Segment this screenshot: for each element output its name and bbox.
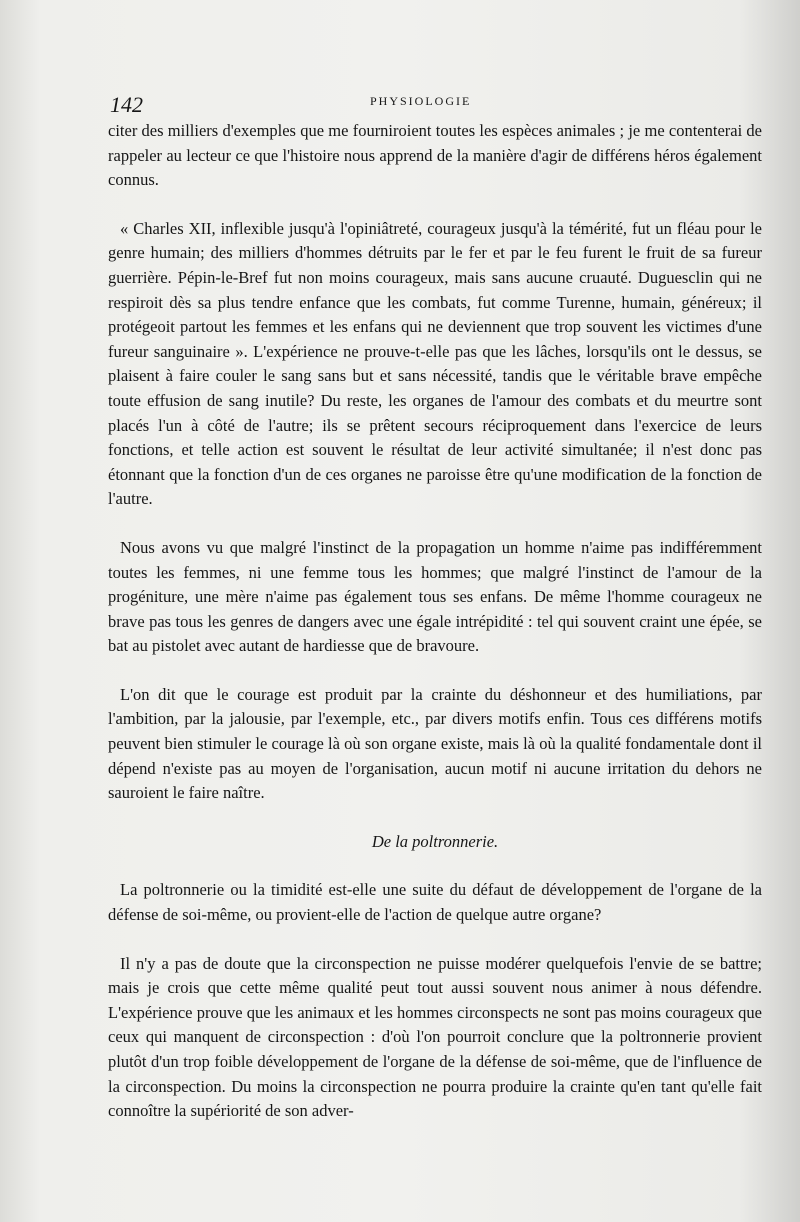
paragraph-continuation: citer des milliers d'exemples que me fourniroient toutes les espèces animales ; je me contenterai de rappeler au lecteur ce que l'histoire nous apprend de la manière d'agir de différens héros également connus.	[108, 121, 762, 190]
paragraph: Il n'y a pas de doute que la circonspection ne puisse modérer quelquefois l'envie de se battre; mais je crois que cette même qualité peut tout aussi souvent nous animer à nous défendre. L'expérience prouve que les animaux et les hommes circonspects ne sont pas moins courageux que ceux qui manquent de circonspection : d'où l'on pourroit conclure que la poltronnerie provient plutôt d'un trop foible développement de l'organe de la défense de soi-même, que de l'influence de la circonspection. Du moins la circonspection ne pourra produire la crainte qu'en tant qu'elle fait connoître la supériorité de son adver-	[108, 953, 762, 1121]
running-head: PHYSIOLOGIE	[370, 94, 472, 108]
paragraph: L'on dit que le courage est produit par la crainte du déshonneur et des humiliations, par l'ambition, par la jalousie, par l'exemple, etc., par divers motifs enfin. Tous ces différens motifs peuvent bien stimuler le courage là où son organe existe, mais là où la qualité fondamentale dont il dépend n'existe pas au moyen de l'organisation, aucun motif ni aucune irritation du dehors ne sauroient le faire naître.	[108, 684, 762, 803]
paragraph: La poltronnerie ou la timidité est-elle une suite du défaut de développement de l'organe de la défense de soi-même, ou provient-elle de l'action de quelque autre organe?	[108, 880, 762, 925]
page-number: 142	[110, 92, 143, 117]
body-text	[108, 119, 762, 1124]
paragraph: Nous avons vu que malgré l'instinct de la propagation un homme n'aime pas indifféremment toutes les femmes, ni une femme tous les hommes; que malgré l'instinct de l'amour de la progéniture, une mère n'aime pas également tous ses enfans. De même l'homme courageux ne brave pas tous les genres de dangers avec une égale intrépidité : tel qui souvent craint une épée, se bat au pistolet avec autant de hardiesse que de bravoure.	[108, 537, 762, 656]
paragraph-quotation: « Charles XII, inflexible jusqu'à l'opiniâtreté, courageux jusqu'à la témérité, fut un fléau pour le genre humain; des milliers d'hommes détruits par le fer et par le feu furent le fruit de sa fureur guerrière. Pépin-le-Bref fut non moins courageux, mais sans aucune cruauté. Duguesclin qui ne respiroit dès sa plus tendre enfance que les combats, fut comme Turenne, humain, généreux; il protégeoit partout les femmes et les enfans qui ne deviennent que trop souvent les victimes d'une fureur sanguinaire ». L'expérience ne prouve-t-elle pas que les lâches, lorsqu'ils ont le dessus, se plaisent à faire couler le sang sans but et sans nécessité, tandis que le véritable brave empêche toute effusion de sang inutile? Du reste, les organes de l'amour des combats et du meurtre sont placés l'un à côté de l'autre; ils se prêtent secours réciproquement dans l'exercice de leurs fonctions, et telle action est souvent le résultat de leur activité simultanée; il n'est donc pas étonnant que la fonction d'un de ces organes ne paroisse être qu'une modification de la fonction de l'autre.	[108, 218, 762, 509]
section-title: De la poltronnerie.	[371, 831, 499, 851]
page-header	[110, 92, 760, 116]
